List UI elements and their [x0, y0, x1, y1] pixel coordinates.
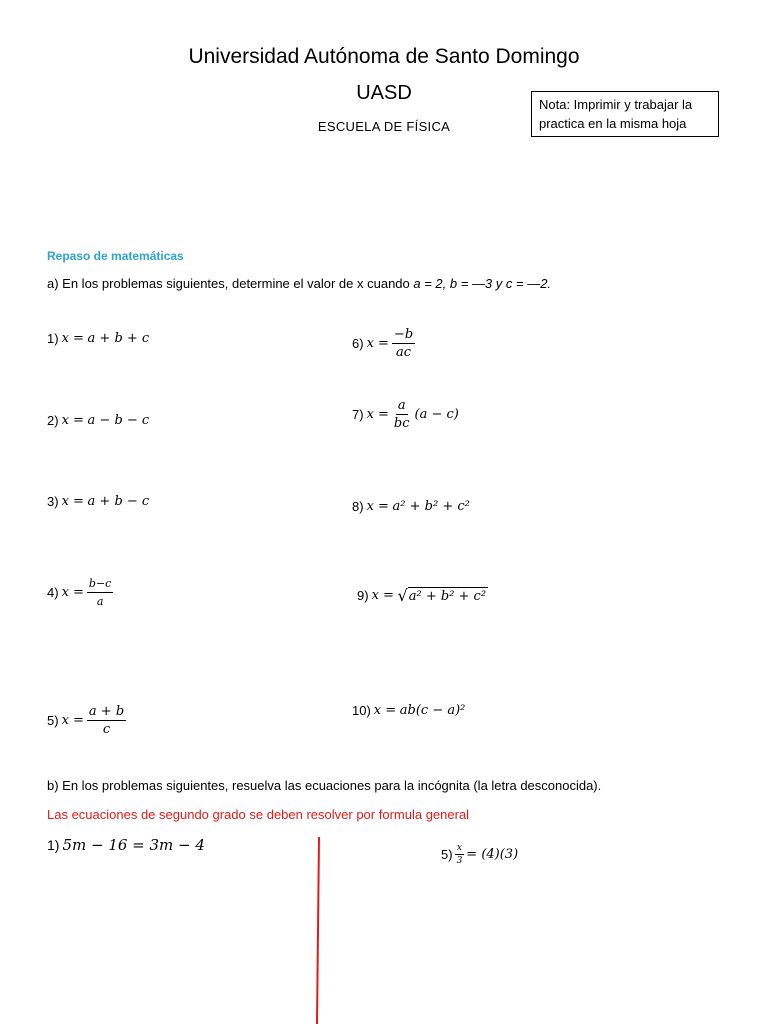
university-abbreviation: UASD	[356, 82, 412, 104]
problem-a-4: 4) x = $\frac{b-c}{a}$	[47, 577, 112, 608]
problem-a-9: 9) x = √ a² + b² + c²	[357, 586, 487, 605]
problem-a-8: 8) x = a² + b² + c²	[352, 499, 470, 514]
part-b-warning: Las ecuaciones de segundo grado se deben resolver por formula general	[47, 807, 470, 822]
problem-a-2: 2) x = a − b − c	[47, 413, 150, 428]
problem-a-10: 10) x = ab(c − a)²	[352, 703, 466, 718]
part-b-instructions: b) En los problemas siguientes, resuelva las ecuaciones para la incógnita (la letra desconocida).	[47, 778, 602, 793]
problem-b-5: 5) $\frac{x}{3}$ = (4)(3)	[441, 843, 519, 866]
radical-sign-icon: √	[397, 586, 408, 605]
fraction: $\frac{b-c}{a}$	[88, 577, 112, 608]
fraction: $\frac{x}{3}$	[456, 843, 463, 866]
fraction: $\frac{a + b}{c}$	[88, 704, 125, 737]
section-title: Repaso de matemáticas	[47, 249, 184, 263]
problem-a-6: 6) x = $\frac{-b}{ac}$	[352, 327, 414, 360]
school-name: ESCUELA DE FÍSICA	[317, 119, 451, 134]
university-title: Universidad Autónoma de Santo Domingo	[188, 45, 580, 68]
problem-a-7: 7) x = $\frac{a}{bc}$ (a − c)	[352, 398, 459, 431]
problem-a-3: 3) x = a + b − c	[47, 494, 150, 509]
note-box: Nota: Imprimir y trabajar la practica en la misma hoja	[531, 91, 719, 137]
problem-a-1: 1) x = a + b + c	[47, 331, 150, 346]
problem-b-1: 1) 5m − 16 = 3m − 4	[47, 836, 205, 854]
part-a-values: a = 2, b = —3 y c = —2.	[413, 276, 552, 291]
part-a-intro: a) En los problemas siguientes, determine el valor de x cuando	[47, 276, 410, 291]
square-root: √ a² + b² + c²	[397, 586, 487, 605]
fraction: $\frac{a}{bc}$	[393, 398, 410, 431]
problem-a-5: 5) x = $\frac{a + b}{c}$	[47, 704, 125, 737]
fraction: $\frac{-b}{ac}$	[393, 327, 414, 360]
